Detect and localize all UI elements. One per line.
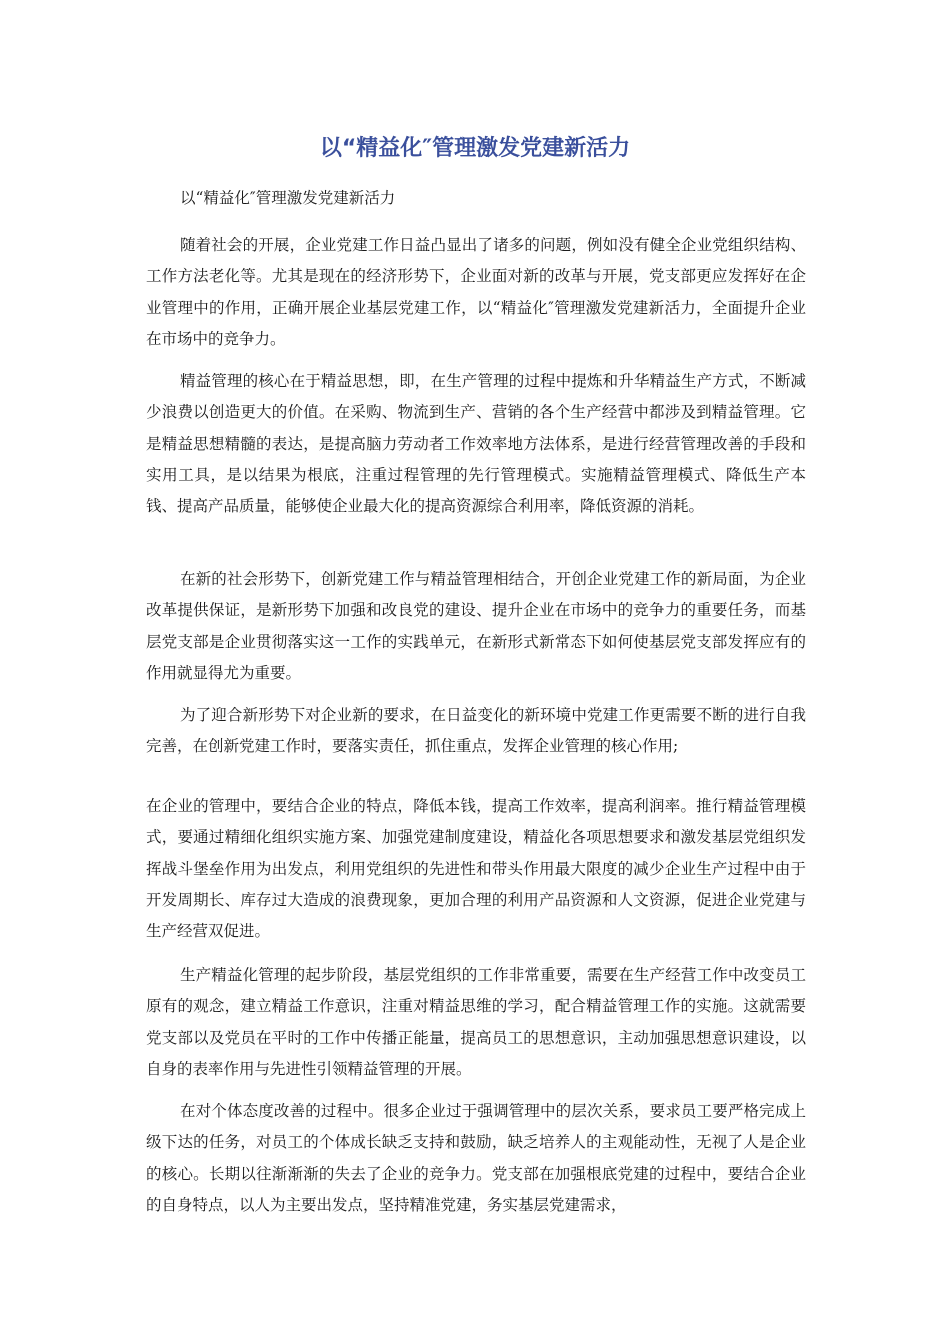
paragraph-2: 精益管理的核心在于精益思想，即，在生产管理的过程中提炼和升华精益生产方式，不断减少浪费以创造更大的价值。在采购、物流到生产、营销的各个生产经营中都涉及到精益管理。它是精益思想精髓的表达，是提高脑力劳动者工作效率地方法体系，是进行经营管理改善的手段和实用工具，是以结果为根底，注重过程管理的先行管理模式。实施精益管理模式、降低生产本钱、提高产品质量，能够使企业最大化的提高资源综合利用率，降低资源的消耗。	[146, 372, 806, 516]
paragraph-5: 在企业的管理中，要结合企业的特点，降低本钱，提高工作效率，提高利润率。推行精益管理模式，要通过精细化组织实施方案、加强党建制度建设，精益化各项思想要求和激发基层党组织发挥战斗堡垒作用为出发点，利用党组织的先进性和带头作用最大限度的减少企业生产过程中由于开发周期长、库存过大造成的浪费现象，更加合理的利用产品资源和人文资源，促进企业党建与生产经营双促进。	[146, 797, 806, 941]
document-title: 以“精益化″管理激发党建新活力	[319, 136, 631, 161]
document-subtitle: 以“精益化″管理激发党建新活力	[180, 189, 396, 207]
paragraph-7: 在对个体态度改善的过程中。很多企业过于强调管理中的层次关系，要求员工要严格完成上级下达的任务，对员工的个体成长缺乏支持和鼓励，缺乏培养人的主观能动性，无视了人是企业的核心。长期以往渐渐渐的失去了企业的竞争力。党支部在加强根底党建的过程中，要结合企业的自身特点，以人为主要出发点，坚持精准党建，务实基层党建需求，	[146, 1102, 806, 1214]
paragraph-4: 为了迎合新形势下对企业新的要求，在日益变化的新环境中党建工作更需要不断的进行自我完善，在创新党建工作时，要落实责任，抓住重点，发挥企业管理的核心作用;	[146, 706, 806, 756]
paragraph-1: 随着社会的开展，企业党建工作日益凸显出了诸多的问题，例如没有健全企业党组织结构、工作方法老化等。尤其是现在的经济形势下，企业面对新的改革与开展，党支部更应发挥好在企业管理中的作用，正确开展企业基层党建工作，以“精益化″管理激发党建新活力，全面提升企业在市场中的竞争力。	[146, 236, 806, 348]
paragraph-3: 在新的社会形势下，创新党建工作与精益管理相结合，开创企业党建工作的新局面，为企业改革提供保证，是新形势下加强和改良党的建设、提升企业在市场中的竞争力的重要任务，而基层党支部是企业贯彻落实这一工作的实践单元，在新形式新常态下如何使基层党支部发挥应有的作用就显得尤为重要。	[146, 570, 806, 682]
paragraph-6: 生产精益化管理的起步阶段，基层党组织的工作非常重要，需要在生产经营工作中改变员工原有的观念，建立精益工作意识，注重对精益思维的学习，配合精益管理工作的实施。这就需要党支部以及党员在平时的工作中传播正能量，提高员工的思想意识，主动加强思想意识建设，以自身的表率作用与先进性引领精益管理的开展。	[146, 966, 806, 1078]
